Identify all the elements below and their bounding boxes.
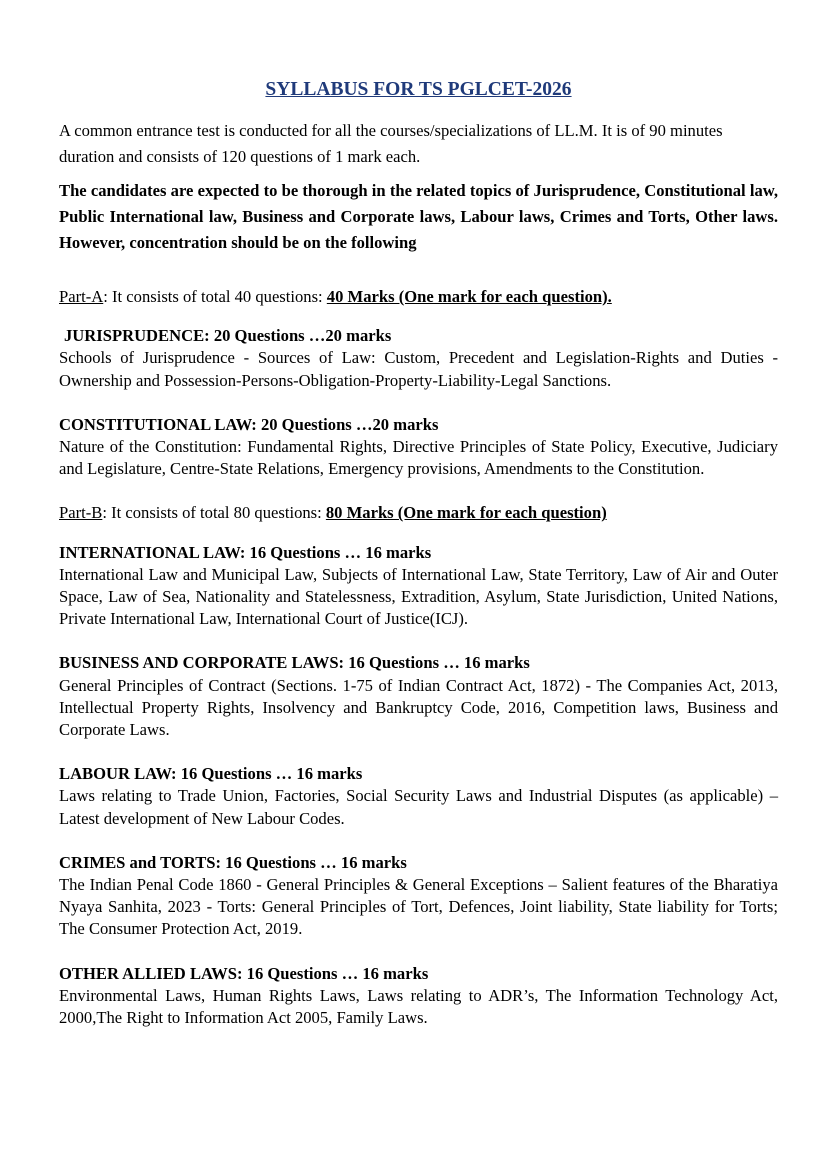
part-a-marks: 40 Marks (One mark for each question). [326,287,612,306]
section-body: Environmental Laws, Human Rights Laws, Laws relating to ADR’s, The Information Technology Act, 2000,The Right to Information Act 2005, Family Laws. [59,985,778,1028]
section-heading: CRIMES and TORTS: 16 Questions … 16 marks [59,852,407,872]
intro-paragraph: A common entrance test is conducted for all the courses/specializations of LL.M. It is of 90 minutes duration and consists of 120 questions of 1 mark each. [59,121,723,166]
section-constitutional-law [59,414,778,481]
section-business-corporate-laws [59,652,778,741]
section-crimes-torts [59,852,778,941]
section-heading: BUSINESS AND CORPORATE LAWS: 16 Questions … 16 marks [59,653,530,673]
part-b-line [59,502,778,524]
section-body: The Indian Penal Code 1860 - General Principles & General Exceptions – Salient features of the Bharatiya Nyaya Sanhita, 2023 - Torts: General Principles of Tort, Defences, Joint liability, State liability for Torts; The Consumer Protection Act, 2019. [59,875,778,939]
section-heading: JURISPRUDENCE: 20 Questions …20 marks [64,326,392,346]
page-title: SYLLABUS FOR TS PGLCET-2026 [265,79,572,100]
section-body: Schools of Jurisprudence - Sources of Law: Custom, Precedent and Legislation-Rights and Duties - Ownership and Possession-Persons-Obligation-Property-Liability-Legal Sanctions. [59,348,778,390]
section-body: General Principles of Contract (Sections. 1-75 of Indian Contract Act, 1872) - The Companies Act, 2013, Intellectual Property Rights, Insolvency and Bankruptcy Code, 2016, Competition laws, Business and Corporate Laws. [59,675,778,740]
section-other-allied-laws [59,963,778,1030]
section-heading: CONSTITUTIONAL LAW: 20 Questions …20 marks [59,414,439,434]
section-body: Laws relating to Trade Union, Factories, Social Security Laws and Industrial Disputes (as applicable) – Latest development of New Labour Codes. [59,786,778,828]
section-labour-law [59,763,778,830]
part-a-line [59,286,778,308]
part-a-label: Part-A [59,287,104,306]
part-b-marks: 80 Marks (One mark for each question) [325,503,607,523]
section-jurisprudence [59,325,778,392]
part-b-text: : It consists of total 80 questions: [102,503,326,523]
section-international-law [59,542,778,631]
document-page [59,76,778,1029]
emphasis-paragraph: The candidates are expected to be thorough in the related topics of Jurisprudence, Constitutional law, Public International law, Business and Corporate laws, Labour laws, Crimes and Torts, Other laws. However, concentration should be on the following [59,181,778,252]
section-heading: OTHER ALLIED LAWS: 16 Questions … 16 marks [59,963,429,983]
section-heading: LABOUR LAW: 16 Questions … 16 marks [59,764,363,784]
section-body: International Law and Municipal Law, Subjects of International Law, State Territory, Law of Air and Outer Space, Law of Sea, Nationality and Statelessness, Extradition, Asylum, State Jurisdiction, United Nations, Private International Law, International Court of Justice(ICJ). [59,564,778,629]
part-b-label: Part-B [59,503,103,523]
part-a-text: : It consists of total 40 questions: [103,287,327,306]
section-body: Nature of the Constitution: Fundamental Rights, Directive Principles of State Policy, Executive, Judiciary and Legislature, Centre-State Relations, Emergency provisions, Amendments to the Constitution. [59,437,778,479]
section-heading: INTERNATIONAL LAW: 16 Questions … 16 marks [59,542,432,562]
